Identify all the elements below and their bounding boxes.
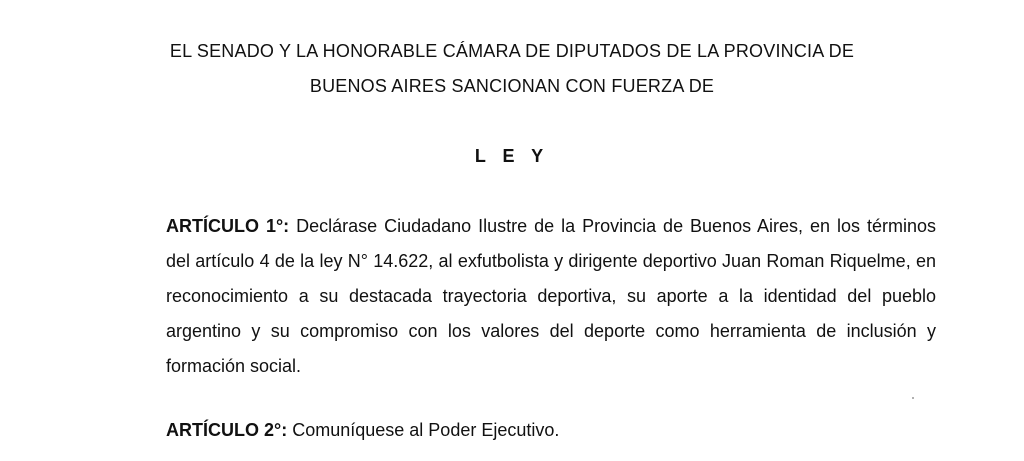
article-2-text: Comuníquese al Poder Ejecutivo.: [292, 420, 560, 440]
article-1-label: ARTÍCULO 1°:: [166, 216, 290, 236]
header-line-2: BUENOS AIRES SANCIONAN CON FUERZA DE: [309, 76, 715, 96]
scan-speck: [912, 397, 914, 399]
header-line-1: EL SENADO Y LA HONORABLE CÁMARA DE DIPUTADOS DE LA PROVINCIA DE: [169, 41, 855, 61]
law-title: L E Y: [474, 146, 550, 166]
article-2: [166, 413, 936, 448]
article-2-label: ARTÍCULO 2°:: [166, 420, 288, 440]
article-1-text: Declárase Ciudadano Ilustre de la Provincia de Buenos Aires, en los términos del artículo 4 de la ley N° 14.622, al exfutbolista y dirigente deportivo Juan Roman Riquelme, en reconocimiento a su destacada trayectoria deportiva, su aporte a la identidad del pueblo argentino y su compromiso con los valores del deporte como herramienta de inclusión y formación social.: [166, 216, 936, 376]
article-1: [166, 209, 936, 384]
